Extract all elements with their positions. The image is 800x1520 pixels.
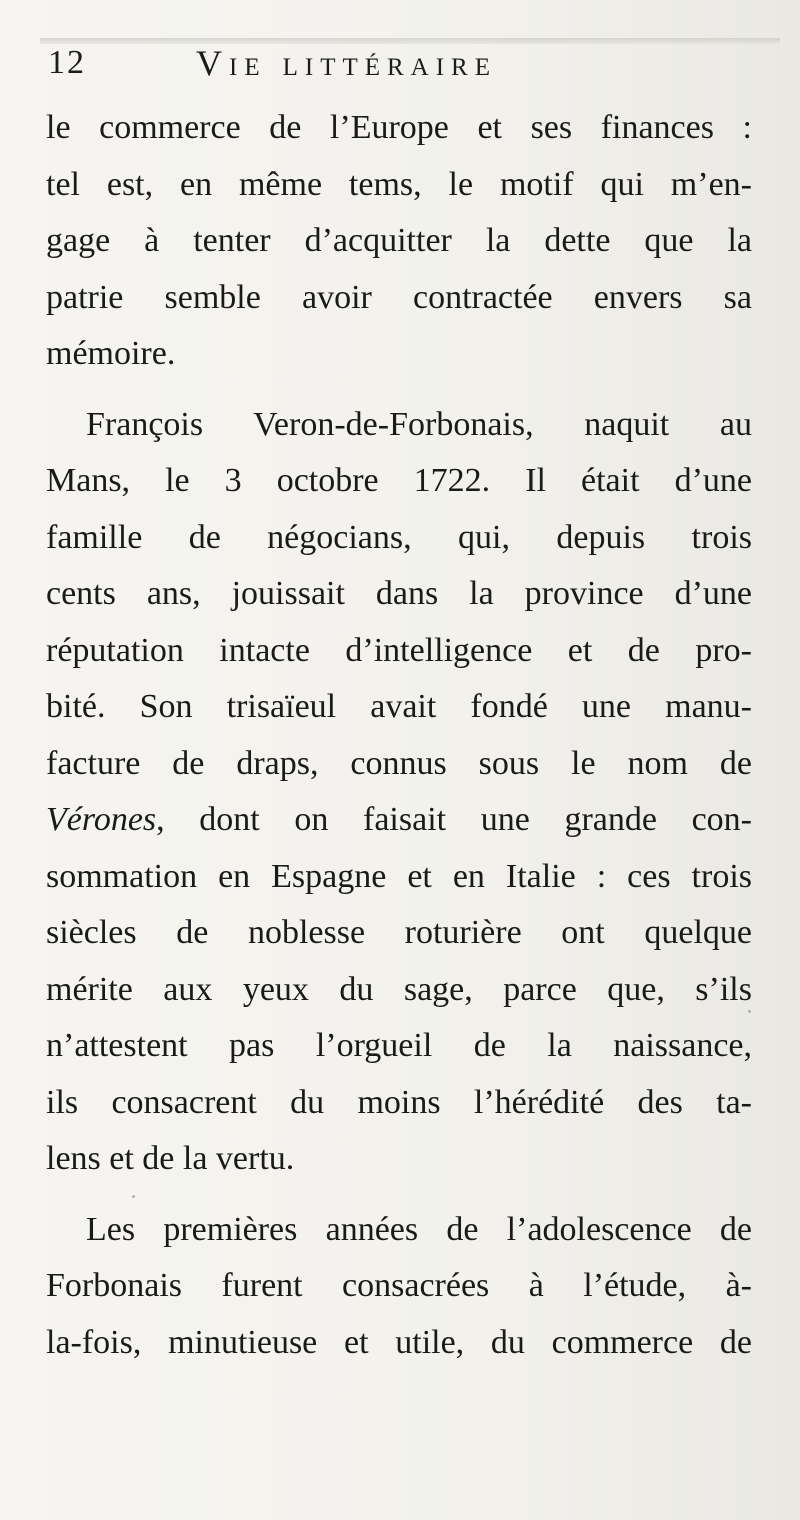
text-line: mémoire. (46, 335, 176, 372)
text-line: bité. Son trisaïeul avait fondé une manu- (46, 688, 752, 725)
page-header (46, 42, 766, 92)
text-line: Forbonais furent consacrées à l’étude, à- (46, 1267, 752, 1304)
paragraph-gap (46, 1188, 752, 1202)
text-line: famille de négocians, qui, depuis trois (46, 518, 752, 556)
text-line: la-fois, minutieuse et utile, du commerce de (46, 1323, 752, 1361)
text-line: réputation intacte d’intelligence et de pro- (46, 631, 752, 669)
text-line: Mans, le 3 octobre 1722. Il était d’une (46, 462, 752, 499)
text-line: Vérones, dont on faisait une grande con- (46, 801, 752, 838)
text-line: gage à tenter d’acquitter la dette que la (46, 222, 752, 259)
text-line: mérite aux yeux du sage, parce que, s’ils (46, 970, 752, 1008)
text-line: cents ans, jouissait dans la province d’une (46, 575, 752, 612)
text-line: patrie semble avoir contractée envers sa (46, 278, 752, 316)
text-line: ils consacrent du moins l’hérédité des ta- (46, 1083, 752, 1121)
text-line: le commerce de l’Europe et ses finances : (46, 109, 752, 146)
paragraph-gap (46, 383, 752, 397)
page-number: 12 (48, 44, 86, 81)
text-line: siècles de noblesse roturière ont quelque (46, 914, 752, 951)
text-line: tel est, en même tems, le motif qui m’en- (46, 165, 752, 203)
text-line: sommation en Espagne et en Italie : ces trois (46, 857, 752, 895)
text-line: lens et de la vertu. (46, 1140, 295, 1177)
text-line: facture de draps, connus sous le nom de (46, 744, 752, 782)
ink-speck (748, 1010, 751, 1013)
text-line: François Veron-de-Forbonais, naquit au (86, 405, 752, 443)
running-head: Vie littéraire (196, 43, 498, 83)
ink-speck (132, 1195, 135, 1198)
body-text (46, 100, 752, 1371)
text-line: Les premières années de l’adolescence de (86, 1210, 752, 1248)
italic-term: Vérones (46, 801, 157, 838)
text-line: n’attestent pas l’orgueil de la naissance, (46, 1027, 752, 1064)
